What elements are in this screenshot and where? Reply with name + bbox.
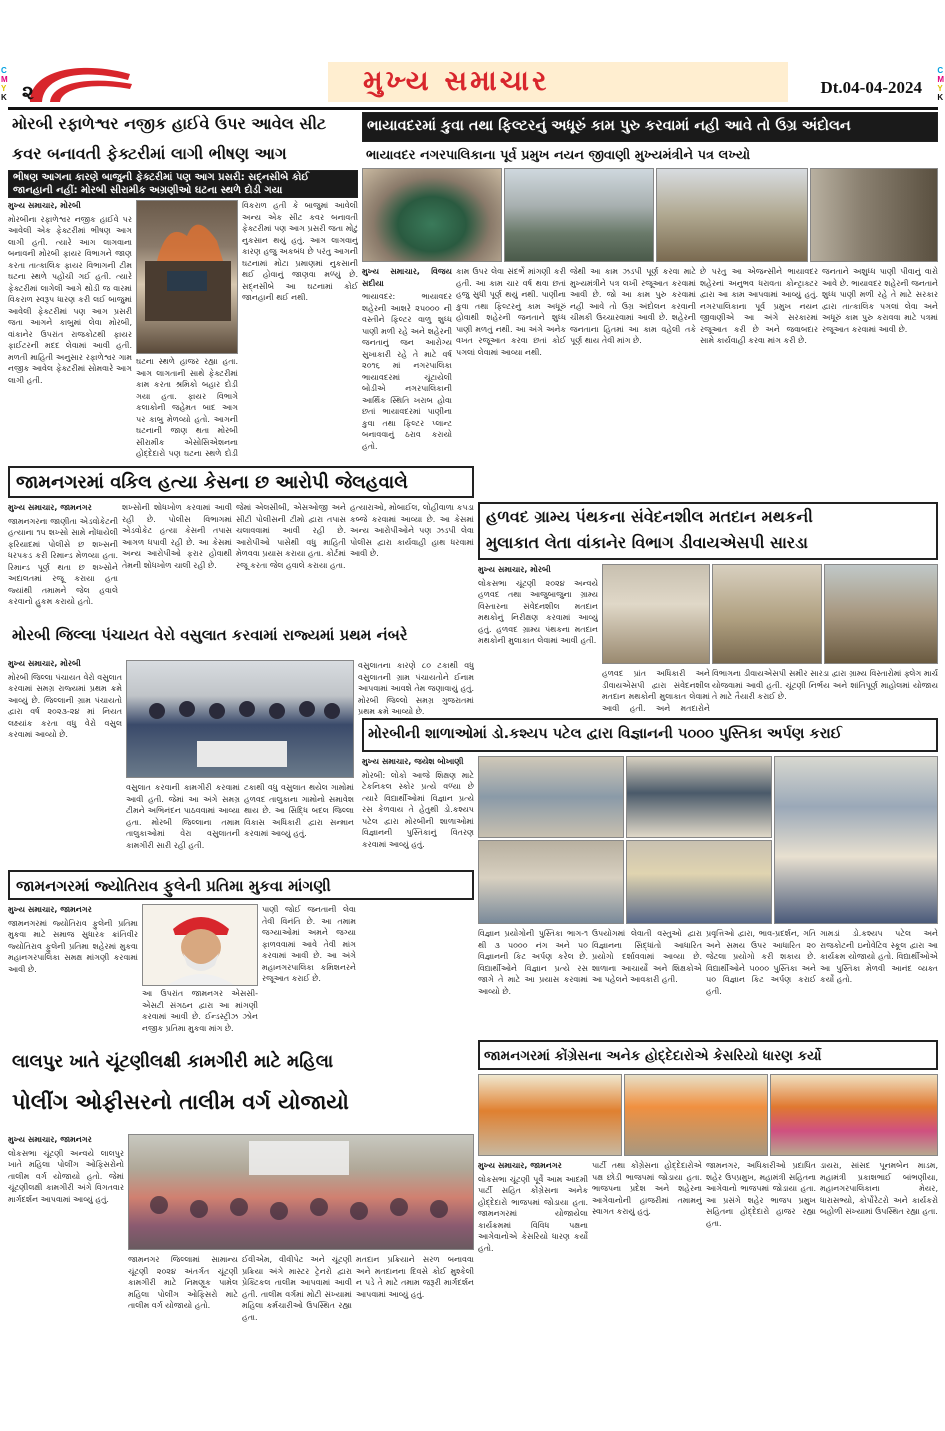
schools-column-3 [592, 928, 702, 1034]
schools-photo-3 [774, 756, 938, 924]
lalpur-body-1: લોકસભા ચૂંટણી અન્વયે લાલપુર ખાતે મહિલા પોલીંગ ઓફિસરોનો તાલીમ વર્ગ યોજાયો હતો. જેમાં ચૂંટણીલક્ષી કામગીરી અંગે વિગતવાર માર્ગદર્શન આપવામાં આવ્યું હતું. [8, 1148, 124, 1204]
schools-body-4: પ્રવૃત્તિઓ દ્વારા, ભાવ-પ્રદર્શન, ગતિ અને સમય ઉપર આધારિત ૨૦ જેટલા પ્રયોગો કરી શકાય છે. વિદ્યાર્થીઓને ૫૦૦૦ પુસ્તિકા અને ૫૦ વિજ્ઞાન કિટ અર્પણ કરાઈ હતી. [706, 929, 816, 996]
panchayat-body-2: વસુલાત કરવાની કામગીરી કરવામાં આવી હતી. જેમાં આ અંગે સમગ્ર ટીમને અભિનંદન પાઠવવામાં આવ્યા હતા. મોરબી જિલ્લાના તમામ તાલુકાઓમાં વેરા વસુલાતની કામગીરી સારી રહી હતી. [126, 783, 240, 850]
lalpur-byline: મુખ્ય સમાચાર, જામનગર [8, 1135, 92, 1144]
reg-mark-m: M [1, 75, 8, 84]
bhayavadar-column-1 [362, 266, 452, 458]
fire-column-1 [8, 200, 132, 458]
schools-body-1: મોરબી: લોકો આજે શિક્ષણ માટે ટેકનિકલ સ્કોર પ્રત્યે વળ્યા છે ત્યારે વિદ્યાર્થીઓમાં વિજ્ઞાન પ્રત્યે રસ કેળવાય તે હેતુથી ડો.કશ્યપ પટેલ દ્વારા મોરબીની શાળાઓમાં વિજ્ઞાનની પુસ્તિકાનું વિતરણ કરવામાં આવ્યું હતું. [362, 770, 474, 849]
lalpur-column-2 [128, 1254, 238, 1366]
bhayavadar-column-5 [822, 266, 938, 458]
congress-body-2: પાર્ટી તથા કોંગ્રેસના હોદ્દેદારોએ પક્ષ છોડી ભાજપમાં જોડાયા હતા. ભાજપના પ્રદેશ અને શહેરના આગેવાનોની હાજરીમાં તમામનું સ્વાગત કરાયું હતું. [592, 1161, 702, 1216]
lalpur-headline-line-2: પોલીંગ ઓફીસરનો તાલીમ વર્ગ યોજાયો [12, 1090, 349, 1114]
fire-byline: મુખ્ય સમાચાર, મોરબી [8, 201, 81, 210]
lawyer-body-4: હત્યારાઓ, મોબાઈલ, લોહીવાળા કપડા કબ્જે કરવામાં આવ્યા છે. આ કેસમાં અન્ય આરોપીઓને પણ ઝડપી લેવા પોલીસ દ્વારા કાર્યવાહી હાથ ધરવામાં આવી છે. [350, 503, 474, 558]
jyotirao-portrait [142, 904, 258, 986]
halvad-byline: મુખ્ય સમાચાર, મોરબી [478, 565, 551, 574]
halvad-column-1 [478, 564, 598, 714]
congress-headline: જામનગરમાં કોંગ્રેસના અનેક હોદ્દેદારોએ કેસરિયો ધારણ કર્યો [484, 1048, 822, 1064]
bhayavadar-photo-tank [504, 168, 654, 262]
fire-column-2 [136, 356, 238, 458]
halvad-body-3: વિભાગના ડીવાયએસપી સમીર સારડા દ્વારા ગ્રામ્ય વિસ્તારોમાં ફ્લેગ માર્ચ યોજવામાં આવી હતી. ચૂંટણી નિર્ભય અને શાંતિપૂર્ણ માહોલમાં યોજાય તે માટે તૈયારી કરાઈ છે. [712, 669, 938, 701]
jyotirao-headline-box [8, 870, 474, 900]
bhayavadar-byline: મુખ્ય સમાચાર, વિજય સદીયા [362, 267, 452, 288]
schools-headline: મોરબીની શાળાઓમાં ડો.કશ્યપ પટેલ દ્વારા વિજ્ઞાનની ૫૦૦૦ પુસ્તિકા અર્પણ કરાઈ [368, 726, 842, 742]
registration-marks-left [1, 66, 8, 102]
lawyer-column-4 [350, 502, 474, 614]
bhayavadar-body-4: છે પરંતુ આ એજન્સીને ભાયાવદર શહેરનાં અનુભવ ધરાવતા કોન્ટ્રાક્ટર દ્વારા આ કામ આપવામાં આવ્યું હતું. નગરપાલિકાના પૂર્વ પ્રમુખ નયન જીવાણીએ આ અંગે સરકારમાં રજૂઆત કરી છે અને જવાબદાર સામે કાર્યવાહી કરવા માંગ કરી છે. [700, 267, 818, 345]
fire-scene-illustration [137, 201, 238, 354]
jyotirao-column-1 [8, 904, 138, 1046]
jyotirao-body-1: જામનગરમાં જ્યોતિરાવ ફુલેની પ્રતિમા મુકવા માટે સમાજ સુધારક ક્રાંતિવીર જ્યોતિરાવ ફુલેની પ્રતિમા શહેરમાં મુકવા મહાનગરપાલિકા સમક્ષ માંગણી કરવામાં આવી છે. [8, 918, 138, 974]
jyotirao-portrait-illustration [143, 905, 258, 986]
bhayavadar-subhead: ભાયાવદર નગરપાલિકાના પૂર્વ પ્રમુખ નયન જીવાણી મુખ્યમંત્રીને પત્ર લખ્યો [366, 148, 751, 163]
congress-photo-1 [478, 1074, 622, 1156]
masthead-swoosh-icon [20, 62, 140, 108]
congress-byline: મુખ્ય સમાચાર, જામનગર [478, 1161, 562, 1170]
bhayavadar-body-1: ભાયાવદર: ભાયાવદર શહેરની આશરે ૨૫૦૦૦ ની વસ્તીને ફિલ્ટર વાળુ શુધ્ધ પાણી મળી રહે અને શહેરની જનતાનું જન આરોગ્ય સુખાકારી રહે તે માટે વર્ષ ૨૦૧૬ માં નગરપાલિકા ભાયાવદરમાં ચૂંટાયેલી બોડીએ નગરપાલિકાની આર્થિક સ્થિતિ ખરાબ હોવા છતાં ભાયાવદરમાં પાણીના કુવા તથા ફિલ્ટર પ્લાન્ટ બનાવવાનું ઠરાવ કરાયો હતો. [362, 292, 452, 451]
masthead [8, 62, 938, 106]
jyotirao-byline: મુખ્ય સમાચાર, જામનગર [8, 905, 92, 914]
lalpur-body-3: ઈવીએમ, વીવીપેટ અને ચૂંટણી પ્રક્રિયા અંગે માસ્ટર ટ્રેનરો દ્વારા પ્રેક્ટિકલ તાલીમ આપવામાં આવી હતી. તાલીમ વર્ગમાં મોટી સંખ્યામાં મહિલા કર્મચારીઓ ઉપસ્થિત રહ્યા હતા. [242, 1255, 352, 1322]
schools-headline-box [362, 718, 938, 752]
congress-column-2 [592, 1160, 702, 1366]
jyotirao-column-2 [142, 988, 258, 1046]
lawyer-column-1 [8, 502, 118, 614]
lalpur-headline-line-1: લાલપુર ખાતે ચૂંટણીલક્ષી કામગીરી માટે મહિલા [12, 1052, 334, 1072]
reg-mark-y: Y [937, 84, 943, 93]
schools-photo-1 [478, 756, 624, 838]
schools-column-5 [820, 928, 938, 1034]
bhayavadar-body-2: કામ ઉપર લેવા સંદર્ભે માંગણી કરી હતી. આ કામ ચાર વર્ષ થવા છતાં હજુ સુધી પૂર્ણ થયું નથી. પાણીના કુવા તથા ફિલ્ટરનું કામ અધૂરું હોવાથી શહેરની જનતાને શુધ્ધ પાણી મળતું નથી. આ અંગે અનેક વખત રજૂઆત કરવા છતાં કોઈ પગલાં લેવામાં આવ્યા નથી. [456, 267, 566, 357]
bhayavadar-photo-well [362, 168, 502, 262]
bhayavadar-photo-channel [810, 168, 938, 262]
lawyer-headline: જામનગરમાં વકિલ હત્યા કેસના છ આરોપી જેલહવાલે [16, 472, 408, 493]
fire-subhead-box [8, 170, 358, 198]
lawyer-column-2 [122, 502, 232, 614]
lawyer-body-2: શખ્સોની શોધખોળ કરવામાં આવી રહી છે. પોલીસ વિભાગમાં એડવોકેટ હત્યા કેસની તપાસ આગળ ધપાવી રહી છે. આ કેસમાં અન્ય આરોપીઓ ફરાર હોવાથી તેમની શોધખોળ ચાલી રહી છે. [122, 503, 232, 570]
panchayat-headline: મોરબી જિલ્લા પંચાયત વેરો વસુલાત કરવામાં રાજ્યમાં પ્રથમ નંબરે [12, 626, 408, 644]
schools-photo-2 [626, 756, 772, 838]
bhayavadar-column-4 [700, 266, 818, 458]
lawyer-column-3 [236, 502, 346, 614]
fire-headline-line-1: મોરબી રફાળેશ્વર નજીક હાઈવે ઉપર આવેલ સીટ [12, 114, 327, 133]
lawyer-body-1: જામનગરના જાણીતા એડવોકેટની હત્યાના ૧૫ શખ્સો સામે નોંધાયેલી ફરિયાદમાં પોલીસે છ શખ્સની ધરપકડ કરી રિમાન્ડ મેળવ્યા હતા. રિમાન્ડ પૂર્ણ થતા છ શખ્સોને અદાલતમાં રજૂ કરાયા હતા જ્યાંથી તમામને જેલ હવાલે કરવાનો હુકમ કરાયો હતો. [8, 516, 118, 606]
lalpur-body-4: મતદાન પ્રક્રિયાને સરળ બનાવવા અને મતદાનના દિવસે કોઈ મુશ્કેલી ન પડે તે માટે તમામ જરૂરી માર્ગદર્શન આપવામાં આવ્યું હતું. [356, 1255, 474, 1299]
lalpur-column-1 [8, 1134, 124, 1366]
schools-photo-4 [478, 840, 624, 924]
lalpur-photo [128, 1134, 474, 1250]
panchayat-byline: મુખ્ય સમાચાર, મોરબી [8, 659, 81, 668]
congress-column-1 [478, 1160, 588, 1366]
fire-subhead-line-2: જાનહાની નહીં: મોરબી સીરામીક અગ્રણીઓ ઘટના સ્થળે દોડી ગયા [13, 185, 283, 196]
registration-marks-right [937, 66, 944, 102]
panchayat-column-3 [244, 782, 354, 866]
halvad-headline-line-1: હળવદ ગ્રામ્ય પંથકના સંવેદનશીલ મતદાન મથકની [486, 507, 813, 526]
panchayat-group-illustration [127, 661, 354, 778]
bhayavadar-headline-box [362, 112, 938, 142]
bhayavadar-column-3 [570, 266, 696, 458]
jyotirao-body-2: આ ઉપરાંત જામનગર એસસી-એસટી સંગઠન દ્વારા આ માંગણી કરવામાં આવી છે. ઈન્ડસ્ટ્રીઝ ઝોન નજીક પ્રતિમા મુકવા માંગ છે. [142, 989, 258, 1033]
lawyer-byline: મુખ્ય સમાચાર, જામનગર [8, 503, 92, 512]
panchayat-column-1 [8, 658, 122, 866]
halvad-photo-1 [602, 564, 710, 664]
fire-body-1: મોરબીના રફાળેશ્વર નજીક હાઈવે પર આવેલી એક ફેક્ટરીમાં ભીષણ આગ લાગી હતી. ત્યારે આગ લાગવાના બનાવની મોરબી ફાયર વિભાગને જાણ કરતા તાત્કાલિક ફાયર વિભાગની ટીમ ઘટના સ્થળે પહોંચી ગઈ હતી. ત્યારે ફેક્ટરીમાં લાગેલી આગે થોડી જ વારમાં વિકરાળ સ્વરૂપ ધારણ કરી લઈ બાજુમાં આવેલી ફેક્ટરીમાં પણ આગ પ્રસરી જતા આગને કાબુમાં લેવા મોરબી, વાંકાનેર ઉપરાંત રાજકોટથી ફાયર ફાઈટરની મદદ લેવામાં આવી હતી. મળતી માહિતી અનુસાર રફાળેશ્વર ગામ નજીક આવેલ ફેક્ટરીમાં સોમવારે આગ લાગી હતી. [8, 214, 132, 385]
masthead-rule [8, 107, 938, 110]
halvad-column-2 [602, 668, 710, 714]
schools-body-3: ઉપયોગમાં લેવાતી વસ્તુઓ દ્વારા વિજ્ઞાનના સિદ્ધાંતો આધારિત પ્રયોગો દર્શાવવામાં આવ્યા છે. શાળાના આચાર્યો અને શિક્ષકોએ આ પહેલને આવકારી હતી. [592, 929, 702, 984]
schools-body-2: વિજ્ઞાન પ્રયોગોની પુસ્તિકા ભાગ-૧ થી ૩ ૫૦૦૦ નંગ અને ૫૦ વિજ્ઞાનની કિટ અર્પણ કરેલ છે. વિદ્યાર્થીઓને વિજ્ઞાન પ્રત્યે રસ જાગે તે માટે આ પ્રયાસ કરવામાં આવ્યો છે. [478, 929, 588, 996]
panchayat-body-3: ટકાથી વધુ વસુલાત થયેલ ગામોમાં હળવદ તાલુકાના ગામોનો સમાવેશ થાય છે. આ સિદ્ધિ બદલ જિલ્લા વિકાસ અધિકારી દ્વારા સન્માન કરવામાં આવ્યું હતું. [244, 783, 354, 838]
schools-photo-5 [626, 840, 772, 924]
bhayavadar-photo-filter [656, 168, 808, 262]
schools-body-5: ગામડાં ડો.કશ્યપ પટેલ અને રાજકોટની ઇનોવેટિવ સ્કૂલ દ્વારા આ કાર્યક્રમ યોજાયો હતો. વિદ્યાર્થીઓએ આ પુસ્તિકા મેળવી આનંદ વ્યક્ત કર્યો હતો. [820, 929, 938, 984]
panchayat-headline-box [8, 620, 474, 654]
bhayavadar-column-2 [456, 266, 566, 458]
halvad-photo-2 [712, 564, 822, 664]
panchayat-body-4: વસુલાતના કારણે ૮૦ ટકાથી વધુ વસુલાતની ગ્રામ પંચાયતોને ઈનામ આપવામાં આવશે તેમ જણાવાયું હતું. મોરબી જિલ્લો સમગ્ર ગુજરાતમાં પ્રથમ ક્રમે આવ્યો છે. [358, 661, 474, 716]
reg-mark-k: K [937, 93, 944, 102]
lawyer-headline-box [8, 466, 474, 498]
bhayavadar-body-3: જેથી આ કામ ઝડપી પૂર્ણ કરવા માટે મુખ્યમંત્રીને પત્ર લખી રજૂઆત કરવામાં આવી છે. જો આ કામ પુરુ કરવામાં નહી આવે તો ઉગ્ર અંદોલન કરવાની ચીમકી ઉચ્ચારવામાં આવી છે. શહેરની જનતાના હિતમાં આ કામ વહેલી તકે પૂર્ણ થાય તેવી માંગ છે. [570, 267, 696, 345]
lalpur-column-4 [356, 1254, 474, 1366]
congress-column-4 [820, 1160, 938, 1366]
jyotirao-body-3: પાણી જોઈ જનતાની લેવા તેવી વિનંતિ છે. આ તમામ જગ્યાઓમાં અમને જગ્યા ફાળવવામાં આવે તેવી માંગ કરવામાં આવી છે. આ અંગે મહાનગરપાલિકા કમિશનરને રજૂઆત કરાઈ છે. [262, 905, 356, 983]
lalpur-body-2: જામનગર જિલ્લામાં સામાન્ય ચૂંટણી ૨૦૨૪ અંતર્ગત ચૂંટણી કામગીરી માટે નિમણૂક પામેલ મહિલા પોલીંગ ઓફિસરો માટે તાલીમ વર્ગ યોજાયો હતો. [128, 1255, 238, 1310]
halvad-body-2: હળવદ પ્રાંત અધિકારી અને ડીવાયએસપી દ્વારા સંવેદનશીલ મતદાન મથકોની મુલાકાત લેવામાં આવી હતી. અને મતદારોને [602, 669, 710, 713]
issue-date: Dt.04-04-2024 [820, 78, 922, 97]
congress-body-4: ડાયરા, સાંસદ પૂનમબેન માડમ, મહામંત્રી પ્રકાશભાઈ બાંભણીયા, મહાનગરપાલિકાના મેયર, ધારાસભ્યો, કોર્પોરેટરો અને કાર્યકરો બહોળી સંખ્યામાં ઉપસ્થિત રહ્યા હતા. [820, 1161, 938, 1216]
halvad-photo-3 [824, 564, 938, 664]
panchayat-body-1: મોરબી જિલ્લા પંચાયત વેરો વસુલાત કરવામાં સમગ્ર રાજ્યમાં પ્રથમ ક્રમે આવ્યું છે. જિલ્લાની ગ્રામ પંચાયતો દ્વારા વર્ષ ૨૦૨૩-૨૪ માં નિયત લક્ષ્યાંક કરતા વધુ વેરો વસુલ કરવામાં આવ્યો છે. [8, 672, 122, 739]
congress-photo-3 [770, 1074, 938, 1156]
reg-mark-c: C [937, 66, 944, 75]
lawyer-body-3: જેમાં એલસીબી, એસઓજી અને સીટી પોલીસની ટીમો દ્વારા તપાસ ચલાવવામાં આવી રહી છે. આરોપીઓ પાસેથી વધુ માહિતી મેળવવા પ્રયાસ કરાયા હતા. કોર્ટમાં રજૂ કરતા જેલ હવાલે કરાયા હતા. [236, 503, 346, 570]
reg-mark-k: K [1, 93, 7, 102]
jyotirao-headline: જામનગરમાં જ્યોતિરાવ ફુલેની પ્રતિમા મુકવા માંગણી [16, 877, 331, 895]
reg-mark-m: M [937, 75, 944, 84]
reg-mark-y: Y [1, 84, 7, 93]
halvad-headline-line-2: મુલાકાત લેતા વાંકાનેર વિભાગ ડીવાયએસપી સારડા [486, 533, 808, 552]
halvad-body-1: લોકસભા ચૂંટણી ૨૦૨૪ અન્વયે હળવદ તથા આજુબાજુના ગ્રામ્ય વિસ્તારના સંવેદનશીલ મતદાન મથકોનું નિરીક્ષણ કરવામાં આવ્યું હતું. હળવદ ગ્રામ્ય પંથકના મતદાન મથકોની મુલાકાત લેવામાં આવી હતી. [478, 578, 598, 645]
fire-body-3: ઘટના સ્થળે હાજર રહ્યા હતા. આગ લાગતાની સાથે ફેક્ટરીમાં કામ કરતા શ્રમિકો બહાર દોડી ગયા હતા. ફાયર વિભાગે કલાકોની જહેમત બાદ આગ પર કાબુ મેળવ્યો હતો. આગની ઘટનાની જાણ થતા મોરબી સીરામીક એસોસિએશનના હોદ્દેદારો પણ ઘટના સ્થળે દોડી [136, 357, 238, 458]
fire-headline-line-2: કવર બનાવતી ફેક્ટરીમાં લાગી ભીષણ આગ [12, 144, 287, 163]
page-number: ૨ [22, 82, 34, 104]
fire-column-3 [242, 200, 358, 458]
congress-column-3 [706, 1160, 816, 1366]
section-title: મુખ્ય સમાચાર [363, 64, 550, 97]
fire-body-2: વિકરાળ હતી કે બાજુમાં આવેલી અન્ય એક સીટ કવર બનાવતી ફેક્ટરીમાં પણ આગ પ્રસરી જતા મોટું નુકસાન થયું હતું. આગ લાગવાનું કારણ હજુ અકબંધ છે પરંતુ આગની ઘટનામાં મોટા પ્રમાણમાં નુકસાની થઈ હોવાનું જાણવા મળ્યું છે. સદ્નસીબે આ ઘટનામાં કોઈ જાનહાની થઈ નથી. [242, 201, 358, 302]
congress-photo-2 [624, 1074, 768, 1156]
congress-headline-box [478, 1040, 938, 1070]
schools-byline: મુખ્ય સમાચાર, જયેશ બોખાણી [362, 757, 464, 766]
schools-column-4 [706, 928, 816, 1034]
bhayavadar-headline: ભાયાવદરમાં કુવા તથા ફિલ્ટરનું અધૂરું કામ પુરુ કરવામાં નહી આવે તો ઉગ્ર અંદોલન [367, 118, 851, 134]
panchayat-photo [126, 660, 354, 778]
halvad-column-3 [712, 668, 938, 714]
reg-mark-c: C [1, 66, 7, 75]
lalpur-classroom-illustration [129, 1135, 474, 1250]
lalpur-column-3 [242, 1254, 352, 1366]
congress-body-1: લોકસભા ચૂંટણી પૂર્વે આમ આદમી પાર્ટી સહિત કોંગ્રેસના અનેક હોદ્દેદારો ભાજપમાં જોડાયા હતા. જામનગરમાં યોજાયેલા કાર્યક્રમમાં વિવિધ પક્ષના આગેવાનોએ કેસરિયો ધારણ કર્યો હતો. [478, 1174, 588, 1253]
lalpur-headline-box [8, 1050, 474, 1132]
halvad-headline-box [478, 502, 938, 560]
panchayat-column-2 [126, 782, 240, 866]
schools-column-2 [478, 928, 588, 1034]
fire-subhead-line-1: ભીષણ આગના કારણે બાજુની ફેક્ટરીમાં પણ આગ પ્રસરી: સદ્નસીબે કોઈ [13, 172, 310, 183]
congress-body-3: જામનગર, અધિકારીઓ પ્રદાધિત શહેર ઉપપ્રમુખ, મહામંત્રી સહિતના આગેવાનો ભાજપમાં જોડાયા હતા. આ પ્રસંગે શહેર ભાજપ પ્રમુખ સહિતના હોદ્દેદારો હાજર રહ્યા હતા. [706, 1161, 816, 1228]
bhayavadar-body-5: જનતાને અશુધ્ધ પાણી પીવાનું વારો આવે છે. ભાયાવદર શહેરની જનતાને શુધ્ધ પાણી મળી રહે તે માટે સરકાર દ્વારા તાત્કાલિક પગલાં લેવા અને અધૂરું કામ પુરુ કરાવવા માટે પત્રમાં રજૂઆત કરવામાં આવી છે. [822, 267, 938, 334]
fire-photo [136, 200, 238, 354]
jyotirao-column-3 [262, 904, 356, 1046]
